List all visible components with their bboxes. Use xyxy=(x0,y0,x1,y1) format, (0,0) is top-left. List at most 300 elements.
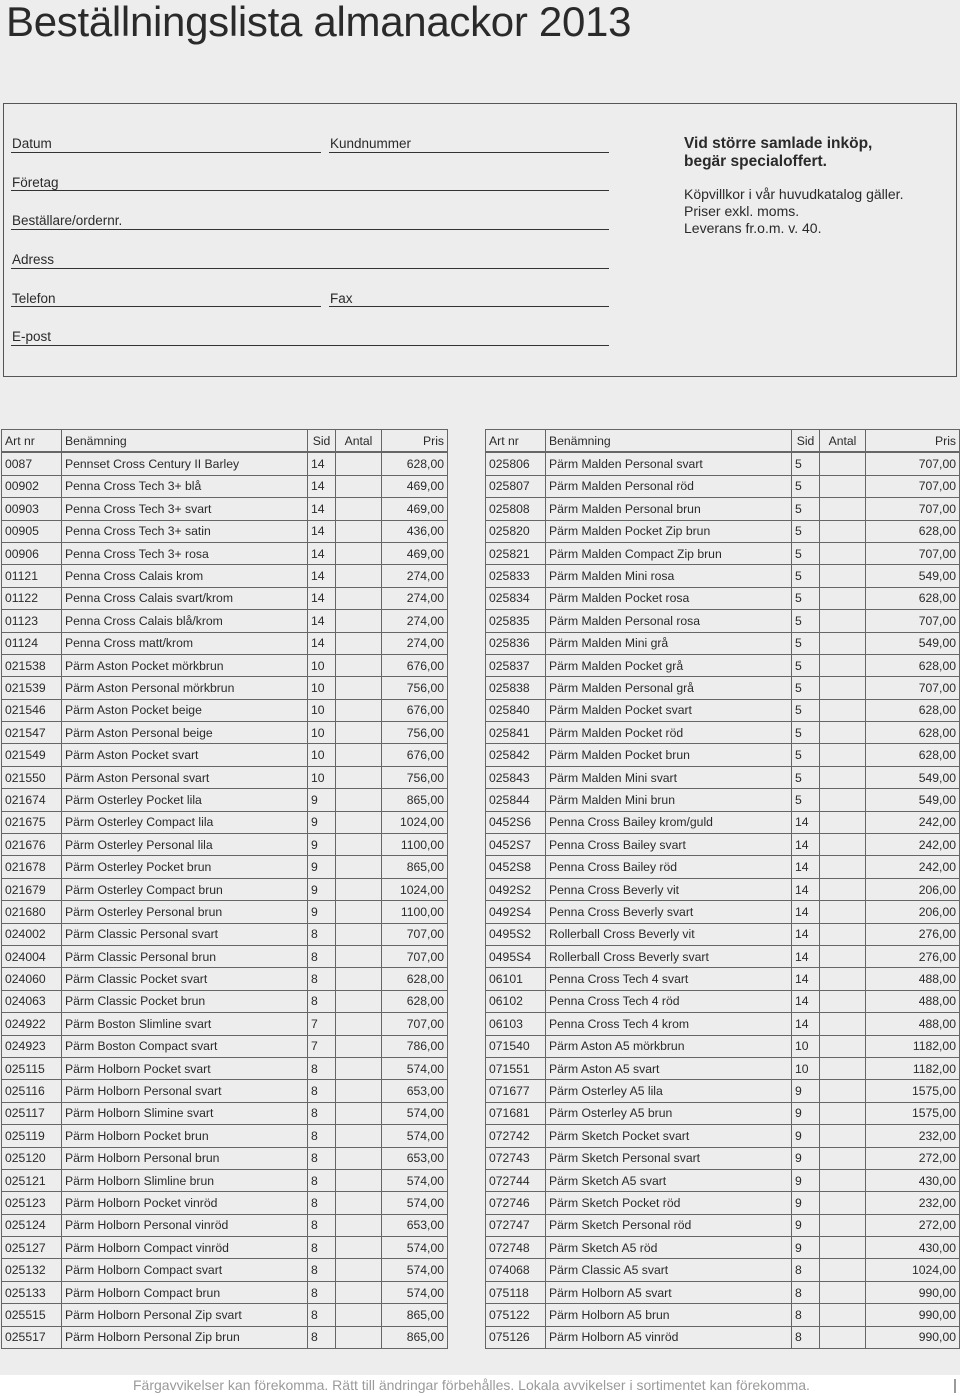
table-row xyxy=(486,475,960,497)
antal-cell[interactable] xyxy=(820,1214,866,1236)
sid-cell: 5 xyxy=(792,565,820,587)
pris-cell: 242,00 xyxy=(866,811,960,833)
antal-cell[interactable] xyxy=(336,1192,382,1214)
pris-cell: 707,00 xyxy=(866,542,960,564)
artnr-cell: 025807 xyxy=(486,475,546,497)
benamning-cell: Pärm Holborn Pocket vinröd xyxy=(62,1192,308,1214)
benamning-cell: Pärm Malden Mini svart xyxy=(546,766,792,788)
sid-cell: 14 xyxy=(792,901,820,923)
pris-cell: 756,00 xyxy=(382,677,448,699)
table-row xyxy=(2,1125,448,1147)
telefon-field[interactable] xyxy=(11,306,321,307)
pris-cell: 990,00 xyxy=(866,1281,960,1303)
benamning-cell: Pärm Classic Personal svart xyxy=(62,923,308,945)
artnr-cell: 024004 xyxy=(2,945,62,967)
artnr-cell: 025115 xyxy=(2,1057,62,1079)
benamning-cell: Pärm Sketch A5 röd xyxy=(546,1237,792,1259)
benamning-cell: Pärm Classic Personal brun xyxy=(62,945,308,967)
table-row xyxy=(2,968,448,990)
sid-cell: 8 xyxy=(308,1057,336,1079)
artnr-cell: 025820 xyxy=(486,520,546,542)
pris-cell: 1575,00 xyxy=(866,1102,960,1124)
antal-cell[interactable] xyxy=(336,453,382,475)
antal-cell[interactable] xyxy=(336,1035,382,1057)
pris-cell: 676,00 xyxy=(382,699,448,721)
pris-cell: 1024,00 xyxy=(866,1259,960,1281)
benamning-cell: Pärm Sketch Personal röd xyxy=(546,1214,792,1236)
antal-cell[interactable] xyxy=(336,1237,382,1259)
benamning-cell: Pärm Aston A5 svart xyxy=(546,1057,792,1079)
benamning-cell: Pärm Malden Personal svart xyxy=(546,453,792,475)
artnr-cell: 074068 xyxy=(486,1259,546,1281)
table-row xyxy=(2,856,448,878)
pris-cell: 272,00 xyxy=(866,1214,960,1236)
table-row xyxy=(2,453,448,475)
table-row xyxy=(2,610,448,632)
antal-cell[interactable] xyxy=(336,498,382,520)
artnr-cell: 06102 xyxy=(486,990,546,1012)
table-row xyxy=(486,565,960,587)
antal-cell[interactable] xyxy=(820,498,866,520)
antal-cell[interactable] xyxy=(336,1259,382,1281)
antal-cell[interactable] xyxy=(820,901,866,923)
antal-cell[interactable] xyxy=(820,968,866,990)
antal-cell[interactable] xyxy=(336,1102,382,1124)
antal-cell[interactable] xyxy=(336,542,382,564)
antal-cell[interactable] xyxy=(820,1259,866,1281)
pris-cell: 1100,00 xyxy=(382,901,448,923)
sid-cell: 8 xyxy=(308,1192,336,1214)
antal-cell[interactable] xyxy=(820,1102,866,1124)
benamning-cell: Pärm Malden Personal röd xyxy=(546,475,792,497)
antal-cell[interactable] xyxy=(820,1237,866,1259)
benamning-cell: Rollerball Cross Beverly svart xyxy=(546,945,792,967)
sid-cell: 8 xyxy=(792,1259,820,1281)
sid-cell: 14 xyxy=(792,968,820,990)
sid-cell: 5 xyxy=(792,520,820,542)
sid-cell: 8 xyxy=(308,1214,336,1236)
bestallare-field[interactable] xyxy=(11,229,609,230)
pris-cell: 1100,00 xyxy=(382,834,448,856)
adress-field[interactable] xyxy=(11,268,609,269)
benamning-cell: Pärm Malden Mini brun xyxy=(546,789,792,811)
pris-cell: 707,00 xyxy=(382,923,448,945)
table-row xyxy=(2,1057,448,1079)
pris-cell: 628,00 xyxy=(866,699,960,721)
antal-cell[interactable] xyxy=(820,722,866,744)
benamning-cell: Penna Cross Bailey svart xyxy=(546,834,792,856)
pris-cell: 549,00 xyxy=(866,565,960,587)
antal-cell[interactable] xyxy=(336,1326,382,1348)
benamning-cell: Pärm Holborn Slimline brun xyxy=(62,1169,308,1191)
table-row xyxy=(486,1147,960,1169)
benamning-cell: Penna Cross Calais svart/krom xyxy=(62,587,308,609)
benamning-cell: Pärm Osterley Compact lila xyxy=(62,811,308,833)
antal-cell[interactable] xyxy=(820,923,866,945)
table-row xyxy=(486,878,960,900)
pris-cell: 430,00 xyxy=(866,1169,960,1191)
artnr-cell: 021546 xyxy=(2,699,62,721)
antal-cell[interactable] xyxy=(336,923,382,945)
antal-cell[interactable] xyxy=(336,878,382,900)
antal-cell[interactable] xyxy=(336,677,382,699)
artnr-cell: 01124 xyxy=(2,632,62,654)
antal-cell[interactable] xyxy=(336,565,382,587)
benamning-cell: Pärm Malden Pocket svart xyxy=(546,699,792,721)
pris-cell: 653,00 xyxy=(382,1214,448,1236)
sid-cell: 10 xyxy=(308,722,336,744)
antal-cell[interactable] xyxy=(336,834,382,856)
antal-cell[interactable] xyxy=(336,1080,382,1102)
sid-cell: 14 xyxy=(308,610,336,632)
pris-cell: 756,00 xyxy=(382,722,448,744)
pris-cell: 628,00 xyxy=(866,744,960,766)
artnr-cell: 071551 xyxy=(486,1057,546,1079)
benamning-cell: Pärm Osterley Personal brun xyxy=(62,901,308,923)
antal-cell[interactable] xyxy=(820,945,866,967)
antal-cell[interactable] xyxy=(336,699,382,721)
sid-cell: 14 xyxy=(792,1013,820,1035)
table-row xyxy=(2,766,448,788)
antal-cell[interactable] xyxy=(820,610,866,632)
table-row xyxy=(486,654,960,676)
antal-cell[interactable] xyxy=(336,1147,382,1169)
sid-cell: 5 xyxy=(792,654,820,676)
col-pris: Pris xyxy=(382,430,448,452)
antal-cell[interactable] xyxy=(336,475,382,497)
table-row xyxy=(2,587,448,609)
epost-field[interactable] xyxy=(11,345,609,346)
sid-cell: 9 xyxy=(308,811,336,833)
antal-cell[interactable] xyxy=(336,1057,382,1079)
artnr-cell: 00906 xyxy=(2,542,62,564)
table-row xyxy=(486,699,960,721)
sid-cell: 14 xyxy=(792,878,820,900)
antal-cell[interactable] xyxy=(820,789,866,811)
antal-cell[interactable] xyxy=(820,520,866,542)
antal-cell[interactable] xyxy=(820,834,866,856)
antal-cell[interactable] xyxy=(820,677,866,699)
pris-cell: 628,00 xyxy=(382,990,448,1012)
table-row xyxy=(486,722,960,744)
benamning-cell: Penna Cross Tech 4 svart xyxy=(546,968,792,990)
table-row xyxy=(486,632,960,654)
sid-cell: 10 xyxy=(308,766,336,788)
benamning-cell: Penna Cross Calais blå/krom xyxy=(62,610,308,632)
antal-cell[interactable] xyxy=(336,856,382,878)
artnr-cell: 01121 xyxy=(2,565,62,587)
pris-cell: 707,00 xyxy=(866,498,960,520)
sid-cell: 14 xyxy=(308,632,336,654)
antal-cell[interactable] xyxy=(336,990,382,1012)
sid-cell: 8 xyxy=(792,1326,820,1348)
benamning-cell: Pärm Holborn Personal vinröd xyxy=(62,1214,308,1236)
antal-cell[interactable] xyxy=(820,699,866,721)
pris-cell: 488,00 xyxy=(866,968,960,990)
sid-cell: 14 xyxy=(792,834,820,856)
pris-cell: 549,00 xyxy=(866,632,960,654)
antal-cell[interactable] xyxy=(820,766,866,788)
antal-cell[interactable] xyxy=(820,1125,866,1147)
artnr-cell: 025120 xyxy=(2,1147,62,1169)
pris-cell: 242,00 xyxy=(866,856,960,878)
antal-cell[interactable] xyxy=(820,475,866,497)
pris-cell: 488,00 xyxy=(866,990,960,1012)
artnr-cell: 025833 xyxy=(486,565,546,587)
antal-cell[interactable] xyxy=(336,744,382,766)
benamning-cell: Pärm Malden Pocket brun xyxy=(546,744,792,766)
pris-cell: 628,00 xyxy=(382,453,448,475)
antal-cell[interactable] xyxy=(336,968,382,990)
table-row xyxy=(486,766,960,788)
table-row xyxy=(2,1237,448,1259)
sid-cell: 9 xyxy=(792,1147,820,1169)
artnr-cell: 024063 xyxy=(2,990,62,1012)
benamning-cell: Penna Cross Bailey röd xyxy=(546,856,792,878)
table-row xyxy=(2,1304,448,1326)
pris-cell: 707,00 xyxy=(382,1013,448,1035)
sid-cell: 9 xyxy=(792,1169,820,1191)
artnr-cell: 025117 xyxy=(2,1102,62,1124)
artnr-cell: 025837 xyxy=(486,654,546,676)
artnr-cell: 025123 xyxy=(2,1192,62,1214)
antal-cell[interactable] xyxy=(820,1080,866,1102)
benamning-cell: Pärm Holborn Compact brun xyxy=(62,1281,308,1303)
antal-cell[interactable] xyxy=(820,1281,866,1303)
artnr-cell: 021680 xyxy=(2,901,62,923)
table-row xyxy=(486,1057,960,1079)
sid-cell: 5 xyxy=(792,677,820,699)
antal-cell[interactable] xyxy=(820,1326,866,1348)
datum-label: Datum xyxy=(12,136,52,151)
benamning-cell: Pärm Osterley Personal lila xyxy=(62,834,308,856)
artnr-cell: 021539 xyxy=(2,677,62,699)
benamning-cell: Penna Cross Tech 4 röd xyxy=(546,990,792,1012)
benamning-cell: Pärm Aston A5 mörkbrun xyxy=(546,1035,792,1057)
terms-line-1: Köpvillkor i vår huvudkatalog gäller. xyxy=(684,186,904,202)
antal-cell[interactable] xyxy=(336,811,382,833)
antal-cell[interactable] xyxy=(336,520,382,542)
sid-cell: 5 xyxy=(792,699,820,721)
terms-note xyxy=(684,186,944,237)
benamning-cell: Pärm Sketch Pocket svart xyxy=(546,1125,792,1147)
antal-cell[interactable] xyxy=(820,654,866,676)
sid-cell: 5 xyxy=(792,766,820,788)
antal-cell[interactable] xyxy=(820,587,866,609)
table-row xyxy=(2,1326,448,1348)
table-row xyxy=(486,1169,960,1191)
artnr-cell: 021674 xyxy=(2,789,62,811)
col-antal: Antal xyxy=(820,430,866,452)
artnr-cell: 0492S2 xyxy=(486,878,546,900)
artnr-cell: 072746 xyxy=(486,1192,546,1214)
pris-cell: 574,00 xyxy=(382,1281,448,1303)
pris-cell: 549,00 xyxy=(866,766,960,788)
artnr-cell: 0495S2 xyxy=(486,923,546,945)
sid-cell: 9 xyxy=(308,789,336,811)
table-row xyxy=(486,811,960,833)
datum-field[interactable] xyxy=(11,152,321,153)
benamning-cell: Pärm Holborn Personal Zip svart xyxy=(62,1304,308,1326)
pris-cell: 707,00 xyxy=(866,475,960,497)
benamning-cell: Pennset Cross Century II Barley xyxy=(62,453,308,475)
epost-label: E-post xyxy=(12,329,52,344)
antal-cell[interactable] xyxy=(336,610,382,632)
pris-cell: 206,00 xyxy=(866,878,960,900)
sid-cell: 5 xyxy=(792,744,820,766)
artnr-cell: 072742 xyxy=(486,1125,546,1147)
table-row xyxy=(2,722,448,744)
pris-cell: 1575,00 xyxy=(866,1080,960,1102)
antal-cell[interactable] xyxy=(820,811,866,833)
antal-cell[interactable] xyxy=(820,1169,866,1191)
pris-cell: 865,00 xyxy=(382,789,448,811)
pris-cell: 653,00 xyxy=(382,1147,448,1169)
artnr-cell: 021538 xyxy=(2,654,62,676)
antal-cell[interactable] xyxy=(336,1125,382,1147)
antal-cell[interactable] xyxy=(336,722,382,744)
pris-cell: 990,00 xyxy=(866,1304,960,1326)
benamning-cell: Penna Cross Tech 3+ blå xyxy=(62,475,308,497)
antal-cell[interactable] xyxy=(336,1304,382,1326)
antal-cell[interactable] xyxy=(820,744,866,766)
antal-cell[interactable] xyxy=(336,945,382,967)
sid-cell: 9 xyxy=(792,1102,820,1124)
pris-cell: 574,00 xyxy=(382,1237,448,1259)
antal-cell[interactable] xyxy=(336,1169,382,1191)
benamning-cell: Pärm Holborn Pocket brun xyxy=(62,1125,308,1147)
antal-cell[interactable] xyxy=(820,1192,866,1214)
antal-cell[interactable] xyxy=(820,878,866,900)
sid-cell: 8 xyxy=(308,1169,336,1191)
antal-cell[interactable] xyxy=(336,1281,382,1303)
antal-cell[interactable] xyxy=(336,1013,382,1035)
footer-disclaimer: Färgavvikelser kan förekomma. Rätt till ändringar förbehålles. Lokala avvikelser i sortimentet kan förekomma. xyxy=(133,1377,810,1393)
benamning-cell: Penna Cross Calais krom xyxy=(62,565,308,587)
artnr-cell: 071540 xyxy=(486,1035,546,1057)
table-row xyxy=(2,834,448,856)
table-row xyxy=(486,542,960,564)
sid-cell: 7 xyxy=(308,1035,336,1057)
col-artnr: Art nr xyxy=(2,430,62,452)
antal-cell[interactable] xyxy=(820,453,866,475)
sid-cell: 8 xyxy=(792,1281,820,1303)
order-table-left xyxy=(1,429,448,1349)
benamning-cell: Penna Cross Beverly svart xyxy=(546,901,792,923)
sid-cell: 14 xyxy=(308,542,336,564)
artnr-cell: 072748 xyxy=(486,1237,546,1259)
table-row xyxy=(486,1192,960,1214)
pris-cell: 274,00 xyxy=(382,610,448,632)
benamning-cell: Pärm Malden Mini grå xyxy=(546,632,792,654)
artnr-cell: 01123 xyxy=(2,610,62,632)
artnr-cell: 025838 xyxy=(486,677,546,699)
table-row xyxy=(486,901,960,923)
antal-cell[interactable] xyxy=(820,856,866,878)
sid-cell: 5 xyxy=(792,722,820,744)
benamning-cell: Pärm Osterley A5 lila xyxy=(546,1080,792,1102)
antal-cell[interactable] xyxy=(336,766,382,788)
pris-cell: 628,00 xyxy=(866,654,960,676)
antal-cell[interactable] xyxy=(336,632,382,654)
pris-cell: 707,00 xyxy=(382,945,448,967)
benamning-cell: Rollerball Cross Beverly vit xyxy=(546,923,792,945)
antal-cell[interactable] xyxy=(336,1214,382,1236)
artnr-cell: 025806 xyxy=(486,453,546,475)
table-row xyxy=(486,1281,960,1303)
artnr-cell: 021675 xyxy=(2,811,62,833)
sid-cell: 9 xyxy=(792,1080,820,1102)
table-row xyxy=(2,1259,448,1281)
table-row xyxy=(486,834,960,856)
pris-cell: 1024,00 xyxy=(382,811,448,833)
artnr-cell: 075118 xyxy=(486,1281,546,1303)
table-row xyxy=(486,1214,960,1236)
artnr-cell: 025116 xyxy=(2,1080,62,1102)
benamning-cell: Penna Cross Bailey krom/guld xyxy=(546,811,792,833)
col-pris: Pris xyxy=(866,430,960,452)
pris-cell: 272,00 xyxy=(866,1147,960,1169)
foretag-field[interactable] xyxy=(11,190,609,191)
artnr-cell: 075126 xyxy=(486,1326,546,1348)
kundnummer-field[interactable] xyxy=(329,152,609,153)
kundnummer-label: Kundnummer xyxy=(330,136,412,151)
antal-cell[interactable] xyxy=(820,542,866,564)
artnr-cell: 072744 xyxy=(486,1169,546,1191)
antal-cell[interactable] xyxy=(820,565,866,587)
artnr-cell: 024002 xyxy=(2,923,62,945)
adress-label: Adress xyxy=(12,252,55,267)
footer xyxy=(0,1375,960,1396)
pris-cell: 786,00 xyxy=(382,1035,448,1057)
antal-cell[interactable] xyxy=(820,1057,866,1079)
antal-cell[interactable] xyxy=(336,789,382,811)
table-row xyxy=(486,945,960,967)
antal-cell[interactable] xyxy=(820,1035,866,1057)
col-sid: Sid xyxy=(308,430,336,452)
pris-cell: 206,00 xyxy=(866,901,960,923)
page-edge-mark xyxy=(954,1379,956,1393)
fax-field[interactable] xyxy=(329,306,609,307)
antal-cell[interactable] xyxy=(820,1304,866,1326)
antal-cell[interactable] xyxy=(820,1013,866,1035)
table-row xyxy=(2,1214,448,1236)
antal-cell[interactable] xyxy=(336,654,382,676)
antal-cell[interactable] xyxy=(820,1147,866,1169)
benamning-cell: Pärm Malden Pocket grå xyxy=(546,654,792,676)
benamning-cell: Pärm Boston Compact svart xyxy=(62,1035,308,1057)
sid-cell: 9 xyxy=(308,901,336,923)
table-row xyxy=(486,1326,960,1348)
antal-cell[interactable] xyxy=(820,632,866,654)
sid-cell: 14 xyxy=(792,811,820,833)
sid-cell: 8 xyxy=(792,1304,820,1326)
table-row xyxy=(486,453,960,475)
sid-cell: 8 xyxy=(308,1281,336,1303)
sid-cell: 8 xyxy=(308,923,336,945)
artnr-cell: 025517 xyxy=(2,1326,62,1348)
artnr-cell: 021679 xyxy=(2,878,62,900)
pris-cell: 436,00 xyxy=(382,520,448,542)
table-header-row xyxy=(486,430,960,452)
antal-cell[interactable] xyxy=(336,587,382,609)
sid-cell: 14 xyxy=(792,923,820,945)
table-row xyxy=(2,1147,448,1169)
table-row xyxy=(486,744,960,766)
antal-cell[interactable] xyxy=(820,990,866,1012)
sid-cell: 8 xyxy=(308,968,336,990)
antal-cell[interactable] xyxy=(336,901,382,923)
